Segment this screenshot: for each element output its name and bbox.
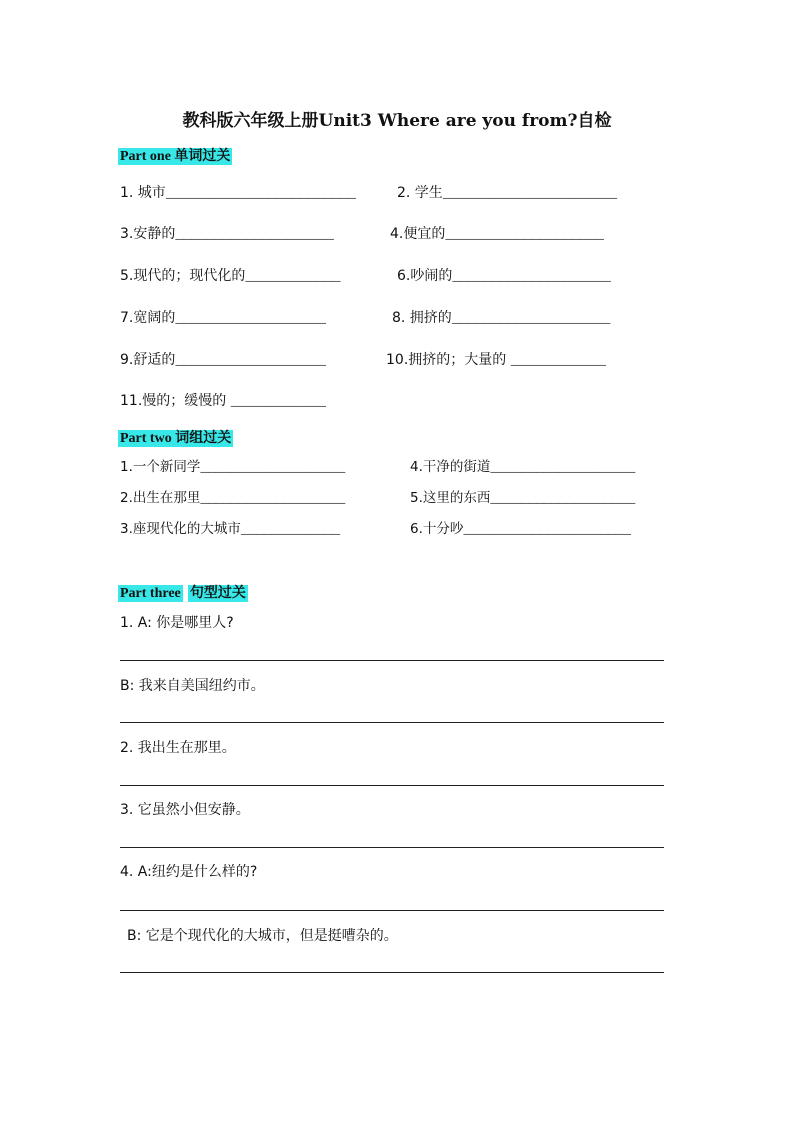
answer-blank[interactable]: ____________: [230, 394, 326, 410]
answer-blank[interactable]: ___________________: [175, 311, 326, 327]
vocab-label: 7.宽阔的: [120, 310, 176, 326]
vocab-item-1: [120, 184, 355, 203]
vocab-label: 2. 学生: [397, 185, 443, 201]
vocab-item-9: [120, 351, 326, 370]
vocab-item-6: [397, 267, 610, 286]
phrase-label: 1.一个新同学: [120, 459, 201, 475]
answer-blank[interactable]: ______________________: [463, 523, 631, 538]
phrase-label: 3.座现代化的大城市: [120, 521, 241, 537]
answer-line[interactable]: [120, 722, 664, 723]
sentence-prompt-1b: B: 我来自美国纽约市。: [120, 678, 265, 694]
answer-line[interactable]: [120, 910, 664, 911]
part-three-heading-en: Part three: [120, 586, 181, 601]
vocab-label: 11.慢的；缓慢的: [120, 393, 231, 409]
vocab-label: 9.舒适的: [120, 352, 176, 368]
vocab-item-3: [120, 225, 333, 244]
vocab-item-11: [120, 392, 326, 411]
answer-blank[interactable]: ___________________: [200, 461, 345, 476]
vocab-label: 5.现代的；现代化的: [120, 268, 246, 284]
sentence-prompt-4b: B: 它是个现代化的大城市，但是挺嘈杂的。: [127, 928, 398, 944]
answer-blank[interactable]: ____________: [510, 353, 606, 369]
answer-line[interactable]: [120, 972, 664, 973]
vocab-item-5: [120, 267, 340, 286]
answer-blank[interactable]: ___________________: [490, 461, 635, 476]
answer-line[interactable]: [120, 847, 664, 848]
answer-blank[interactable]: ____________: [245, 269, 341, 285]
answer-blank[interactable]: ____________________: [175, 227, 334, 243]
sentence-prompt-3: 3. 它虽然小但安静。: [120, 802, 250, 818]
answer-blank[interactable]: _____________: [240, 523, 340, 538]
part-three-heading: [118, 582, 248, 602]
vocab-label: 10.拥挤的；大量的: [386, 352, 511, 368]
sentence-prompt-2: 2. 我出生在那里。: [120, 740, 236, 756]
sentence-prompt-4a: 4. A:纽约是什么样的?: [120, 864, 258, 880]
phrase-item-5: [410, 489, 635, 509]
answer-blank[interactable]: ________________________: [165, 186, 356, 202]
phrase-label: 6.十分吵: [410, 521, 464, 537]
phrase-item-3: [120, 520, 340, 540]
answer-blank[interactable]: ____________________: [445, 227, 604, 243]
vocab-label: 3.安静的: [120, 226, 176, 242]
phrase-item-1: [120, 458, 345, 478]
part-two-heading-label: Part two 词组过关: [120, 431, 232, 446]
part-two-heading: [118, 427, 233, 447]
worksheet-title: 教科版六年级上册Unit3 Where are you from?自检: [182, 111, 612, 131]
answer-line[interactable]: [120, 785, 664, 786]
sentence-prompt-1a: 1. A: 你是哪里人?: [120, 615, 234, 631]
answer-blank[interactable]: ______________________: [442, 186, 617, 202]
phrase-item-4: [410, 458, 635, 478]
answer-blank[interactable]: ___________________: [490, 492, 635, 507]
answer-blank[interactable]: ____________________: [451, 311, 610, 327]
vocab-label: 1. 城市: [120, 185, 166, 201]
vocab-item-2: [397, 184, 617, 203]
phrase-label: 4.干净的街道: [410, 459, 491, 475]
part-one-heading: [118, 145, 232, 165]
answer-line[interactable]: [120, 660, 664, 661]
answer-blank[interactable]: ____________________: [452, 269, 611, 285]
phrase-label: 5.这里的东西: [410, 490, 491, 506]
vocab-item-7: [120, 309, 326, 328]
answer-blank[interactable]: ___________________: [200, 492, 345, 507]
part-three-heading-cn: 句型过关: [189, 586, 246, 601]
vocab-item-10: [386, 351, 606, 370]
vocab-label: 8. 拥挤的: [392, 310, 452, 326]
vocab-item-4: [390, 225, 603, 244]
vocab-item-8: [392, 309, 610, 328]
part-one-heading-label: Part one 单词过关: [120, 149, 231, 164]
answer-blank[interactable]: ___________________: [175, 353, 326, 369]
phrase-item-6: [410, 520, 631, 540]
vocab-label: 4.便宜的: [390, 226, 446, 242]
phrase-label: 2.出生在那里: [120, 490, 201, 506]
phrase-item-2: [120, 489, 345, 509]
vocab-label: 6.吵闹的: [397, 268, 453, 284]
